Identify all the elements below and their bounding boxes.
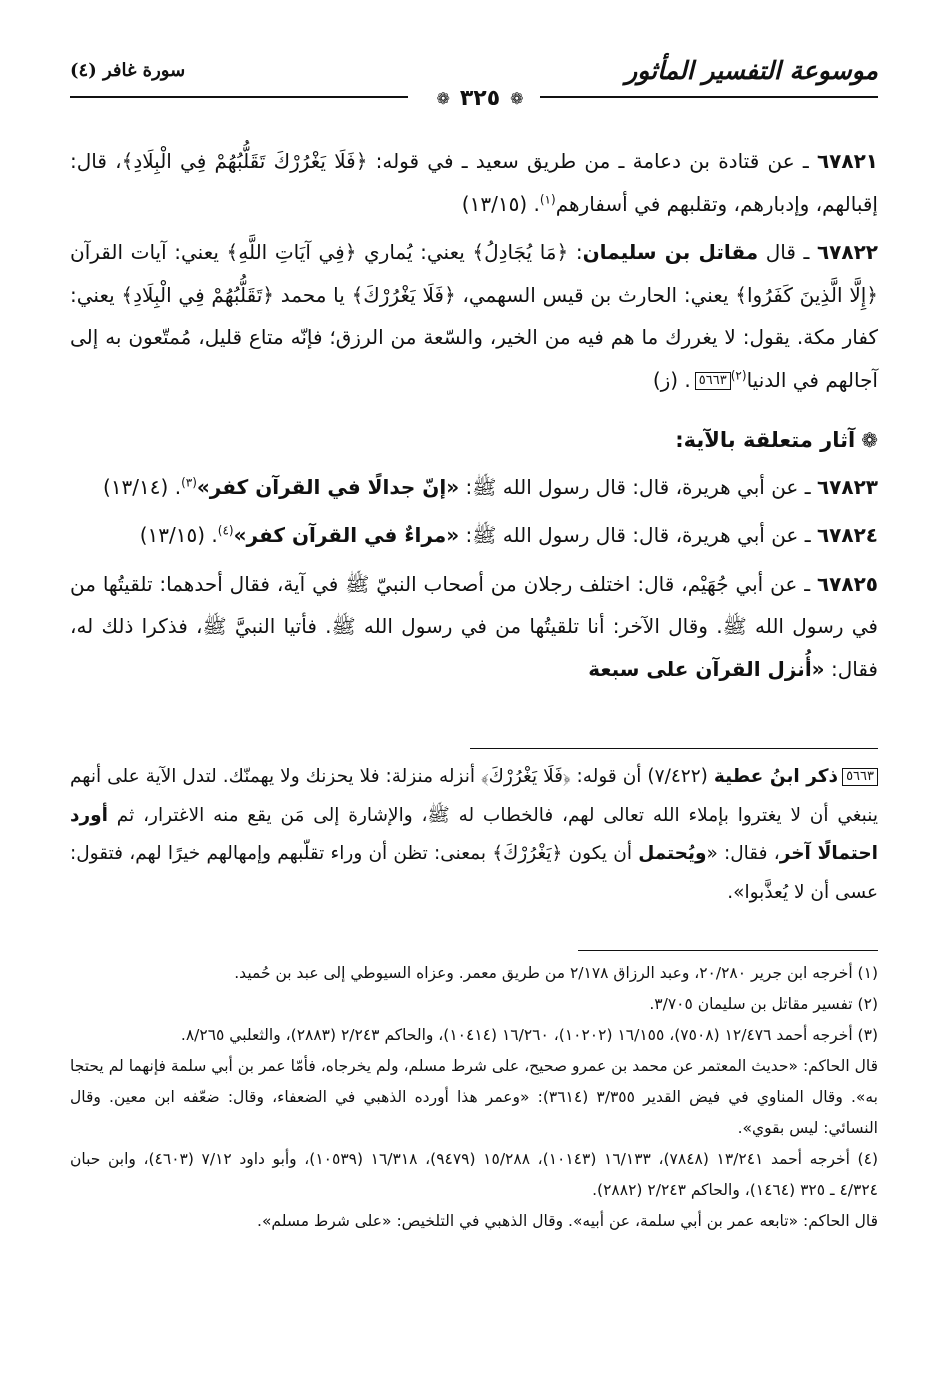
entry-ref: . (١٣/١٥) — [139, 523, 218, 547]
entry-number: ٦٧٨٢٤ — [816, 523, 878, 547]
note-text: ، فقال: « — [706, 843, 780, 864]
scholarly-note — [70, 758, 878, 912]
entry-ref: . (١٣/١٤) — [103, 474, 182, 499]
ornament-icon: ❁ — [510, 88, 524, 108]
entry-paragraph — [70, 231, 878, 401]
entry-paragraph — [70, 563, 878, 691]
note-divider — [470, 748, 878, 749]
author-name: مقاتل بن سليمان — [582, 240, 759, 264]
page-number: ٣٢٥ — [459, 85, 501, 111]
entry-ref: . (١٣/١٥) — [461, 191, 540, 216]
footnote-ref: (٤) — [217, 523, 234, 538]
entry-ref: . (ز) — [652, 367, 691, 392]
footnote-ref: (١) — [539, 191, 556, 206]
hadith-text: «أُنزل القرآن على سبعة — [588, 656, 825, 681]
section-heading-text: آثار متعلقة بالآية: — [675, 428, 856, 452]
footnote: قال الحاكم: «حديث المعتمر عن محمد بن عمرو صحيح، على شرط مسلم، ولم يخرجاه، فأمّا عمر بن أبي سلمة فإنهما لم يحتجا به». وقال المناوي في فيض القدير ٣/٣٥٥ (٣٦١٤): «وعمر هذا أورده الذهبي في الضعفاء، وقال: ضعّفه ابن معين. وقال النسائي: ليس بقوي». — [70, 1057, 878, 1137]
entry-text: ـ عن قتادة بن دعامة ـ من طريق سعيد ـ في قوله: ﴿فَلَا يَغْرُرْكَ تَقَلُّبُهُمْ فِي الْبِلَادِ﴾، قال: إقبالهم، وإدبارهم، وتقلبهم في أسفارهم — [70, 149, 878, 216]
entry-paragraph — [70, 514, 878, 557]
note-text: أن يكون ﴿يَغْرُرْكَ﴾ بمعنى: تظن أن وراء تقلّبهم وإمهالهم خيرًا لهم، فتقول: عسى أن لا يُعذَّبوا». — [70, 843, 878, 903]
entry-paragraph — [70, 466, 878, 509]
ornament-icon: ❁ — [436, 88, 450, 108]
entry-prefix: ـ قال — [758, 240, 817, 264]
entry-number: ٦٧٨٢٣ — [816, 474, 878, 499]
footnote: قال الحاكم: «تابعه عمر بن أبي سلمة، عن أبيه». وقال الذهبي في التلخيص: «على شرط مسلم». — [257, 1212, 878, 1230]
note-ref-box: ٥٦٦٣ — [695, 372, 731, 390]
main-text — [70, 140, 878, 696]
entry-text: ـ عن أبي هريرة، قال: قال رسول الله ﷺ: — [459, 474, 817, 499]
footnote-ref: (٢) — [730, 367, 747, 382]
footnotes — [70, 958, 878, 1237]
surah-title: سورة غافر (٤) — [70, 60, 186, 81]
page-header — [70, 52, 878, 112]
entry-number: ٦٧٨٢١ — [816, 149, 878, 173]
hadith-text: «مراءٌ في القرآن كفر» — [233, 523, 460, 547]
footnote-divider — [578, 950, 878, 951]
entry-text: : ﴿مَا يُجَادِلُ﴾ يعني: يُماري ﴿فِي آيَاتِ اللَّهِ﴾ يعني: آيات القرآن ﴿إِلَّا الَّذِينَ كَفَرُوا﴾ يعني: الحارث بن قيس السهمي، ﴿فَلَا يَغْرُرْكَ﴾ يا محمد ﴿تَقَلُّبُهُمْ فِي الْبِلَادِ﴾ يعني: كفار مكة. يقول: لا يغررك ما هم فيه من الخير، والسّعة من الرزق؛ فإنّه متاع قليل، مُمتّعون به إلى آجالهم في الدنيا — [70, 240, 878, 392]
footnote: (٢) تفسير مقاتل بن سليمان ٣/٧٠٥. — [649, 995, 878, 1013]
footnote: (١) أخرجه ابن جرير ٢٠/٢٨٠، وعبد الرزاق ٢/١٧٨ من طريق معمر. وعزاه السيوطي إلى عبد بن حُميد. — [234, 964, 878, 982]
note-number-box: ٥٦٦٣ — [842, 768, 878, 786]
header-rule-left — [70, 96, 408, 98]
book-title: موسوعة التفسير المأثور — [625, 56, 878, 85]
note-bold: ويُحتمل — [638, 843, 707, 864]
entry-number: ٦٧٨٢٢ — [816, 240, 878, 264]
footnote: (٤) أخرجه أحمد ١٣/٢٤١ (٧٨٤٨)، ١٦/١٣٣ (١٠١٤٣)، ١٥/٢٨٨ (٩٤٧٩)، ١٦/٣١٨ (١٠٥٣٩)، وأبو داود ٧/١٢ (٤٦٠٣)، وابن حبان ٤/٣٢٤ ـ ٣٢٥ (١٤٦٤)، والحاكم ٢/٢٤٣ (٢٨٨٢). — [70, 1150, 878, 1199]
flower-icon: ❁ — [861, 428, 878, 452]
note-author: ذكر ابنُ عطية — [713, 766, 839, 787]
note-bold: أورد احتمالًا آخر — [70, 804, 878, 864]
entry-paragraph — [70, 140, 878, 225]
section-heading — [70, 419, 878, 462]
hadith-text: «إنّ جدالًا في القرآن كفر» — [196, 474, 460, 499]
entry-number: ٦٧٨٢٥ — [816, 571, 878, 596]
note-text: (٧/٤٢٢) أن قوله: ﴿فَلَا يَغْرُرْكَ﴾ أنزله منزلة: فلا يحزنك ولا يهمنّك. لتدل الآية على أنهم ينبغي أن لا يغتروا بإملاء الله تعالى لهم، فالخطاب له ﷺ، والإشارة إلى مَن يقع منه الاغترار، ثم — [70, 766, 878, 826]
header-rule-right — [540, 96, 878, 98]
footnote-ref: (٣) — [181, 474, 197, 489]
page-number-group — [370, 84, 590, 112]
entry-text: ـ عن أبي هريرة، قال: قال رسول الله ﷺ: — [459, 523, 817, 547]
footnote: (٣) أخرجه أحمد ١٢/٤٧٦ (٧٥٠٨)، ١٦/١٥٥ (١٠٢٠٢)، ١٦/٢٦٠ (١٠٤١٤)، والحاكم ٢/٢٤٣ (٢٨٨٣)، والثعلبي ٨/٢٦٥. — [180, 1026, 878, 1044]
entry-text: ـ عن أبي جُهَيْم، قال: اختلف رجلان من أصحاب النبيّ ﷺ في آية، فقال أحدهما: تلقيتُها من في رسول الله ﷺ. وقال الآخر: أنا تلقيتُها من في رسول الله ﷺ. فأتيا النبيَّ ﷺ، فذكرا ذلك له، فقال: — [70, 571, 878, 681]
